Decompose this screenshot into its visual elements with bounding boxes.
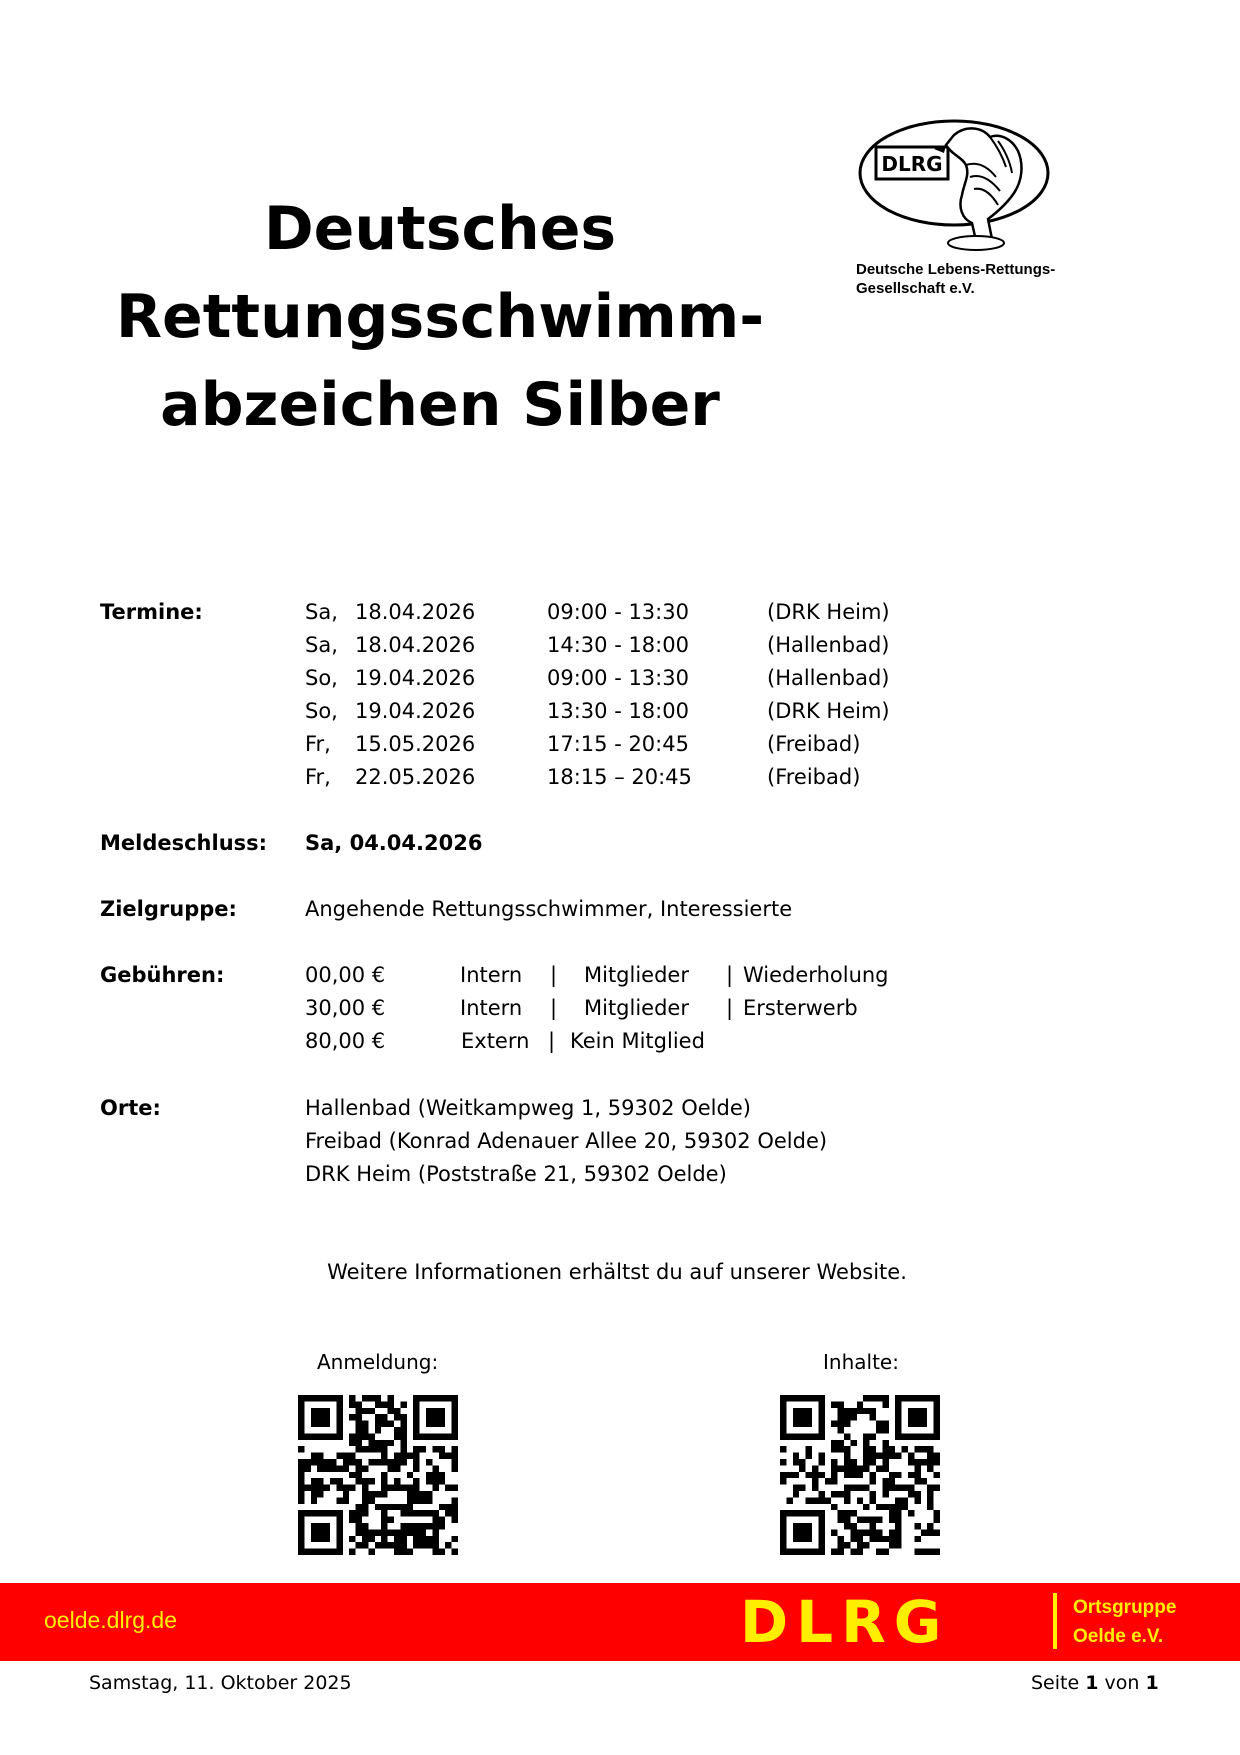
- termin-place: (Freibad): [767, 765, 861, 789]
- termin-date: 18.04.2026: [355, 633, 476, 657]
- ort-line: DRK Heim (Poststraße 21, 59302 Oelde): [305, 1162, 727, 1186]
- website-link[interactable]: oelde.dlrg.de: [44, 1607, 177, 1633]
- logo-org-line-1: Deutsche Lebens-Rettungs-: [856, 261, 1056, 278]
- termin-place: (DRK Heim): [767, 600, 890, 624]
- ortsgruppe-line-1: Ortsgruppe: [1073, 1597, 1177, 1618]
- footer-date: Samstag, 11. Oktober 2025: [89, 1672, 352, 1694]
- termin-place: (Freibad): [767, 732, 861, 756]
- gebuehr-separator: |: [550, 996, 558, 1020]
- termin-date: 19.04.2026: [355, 666, 476, 690]
- meldeschluss-value: Sa, 04.04.2026: [305, 831, 483, 855]
- termine-label: Termine:: [100, 600, 203, 624]
- gebuehr-type: Extern: [461, 1029, 530, 1053]
- meldeschluss-label: Meldeschluss:: [100, 831, 268, 855]
- termin-time: 09:00 - 13:30: [547, 600, 689, 624]
- gebuehr-separator: |: [726, 963, 734, 987]
- gebuehr-separator: |: [726, 996, 734, 1020]
- gebuehren-label: Gebühren:: [100, 963, 225, 987]
- termin-date: 15.05.2026: [355, 732, 476, 756]
- termin-date: 18.04.2026: [355, 600, 476, 624]
- termin-time: 13:30 - 18:00: [547, 699, 689, 723]
- title-line-2: Rettungsschwimm-: [115, 282, 765, 352]
- website-note: Weitere Informationen erhältst du auf unserer Website.: [327, 1260, 907, 1284]
- page-mid: von: [1098, 1672, 1146, 1694]
- emblem-text: DLRG: [881, 152, 943, 176]
- gebuehr-note: Ersterwerb: [743, 996, 858, 1020]
- gebuehr-status: Mitglieder: [584, 996, 689, 1020]
- termin-day: Sa,: [305, 633, 338, 657]
- gebuehr-price: 30,00 €: [305, 996, 386, 1020]
- orte-label: Orte:: [100, 1096, 161, 1120]
- ortsgruppe-name: [1073, 1593, 1176, 1651]
- termin-time: 14:30 - 18:00: [547, 633, 689, 657]
- qr-code-anmeldung-icon[interactable]: [298, 1395, 458, 1555]
- termin-day: Fr,: [305, 765, 331, 789]
- qr-code-inhalte-icon[interactable]: [780, 1395, 940, 1555]
- termin-place: (Hallenbad): [767, 666, 890, 690]
- termin-date: 22.05.2026: [355, 765, 476, 789]
- footer-bar: [0, 1583, 1240, 1661]
- termin-place: (Hallenbad): [767, 633, 890, 657]
- termin-time: 17:15 - 20:45: [547, 732, 689, 756]
- termin-day: So,: [305, 699, 338, 723]
- ort-line: Hallenbad (Weitkampweg 1, 59302 Oelde): [305, 1096, 751, 1120]
- zielgruppe-value: Angehende Rettungsschwimmer, Interessierte: [305, 897, 793, 921]
- logo-org-name: [856, 260, 1055, 298]
- gebuehr-separator: |: [548, 1029, 556, 1053]
- gebuehr-price: 00,00 €: [305, 963, 386, 987]
- title-line-1: Deutsches: [263, 194, 617, 264]
- ortsgruppe-line-2: Oelde e.V.: [1073, 1626, 1164, 1647]
- page-total: 1: [1145, 1672, 1159, 1694]
- termin-time: 09:00 - 13:30: [547, 666, 689, 690]
- gebuehr-separator: |: [550, 963, 558, 987]
- termin-day: Fr,: [305, 732, 331, 756]
- termin-day: So,: [305, 666, 338, 690]
- qr-left-label: Anmeldung:: [317, 1350, 439, 1374]
- page-number: [1031, 1672, 1159, 1694]
- termin-time: 18:15 – 20:45: [547, 765, 692, 789]
- dlrg-logo: [840, 115, 1100, 300]
- gebuehr-note: Wiederholung: [743, 963, 889, 987]
- gebuehr-type: Intern: [460, 996, 523, 1020]
- page-title: [90, 185, 790, 449]
- termin-place: (DRK Heim): [767, 699, 890, 723]
- logo-org-line-2: Gesellschaft e.V.: [856, 280, 975, 297]
- page-current: 1: [1085, 1672, 1099, 1694]
- gebuehr-status: Mitglieder: [584, 963, 689, 987]
- termin-day: Sa,: [305, 600, 338, 624]
- termin-date: 19.04.2026: [355, 699, 476, 723]
- qr-right-label: Inhalte:: [823, 1350, 899, 1374]
- gebuehr-status: Kein Mitglied: [570, 1029, 705, 1053]
- gebuehr-type: Intern: [460, 963, 523, 987]
- title-line-3: abzeichen Silber: [160, 370, 720, 440]
- ort-line: Freibad (Konrad Adenauer Allee 20, 59302 Oelde): [305, 1129, 828, 1153]
- page-prefix: Seite: [1031, 1672, 1086, 1694]
- footer-divider: [1053, 1593, 1057, 1649]
- dlrg-wordmark: DLRG: [740, 1588, 950, 1656]
- zielgruppe-label: Zielgruppe:: [100, 897, 237, 921]
- gebuehr-price: 80,00 €: [305, 1029, 386, 1053]
- eagle-emblem-icon: [854, 115, 1054, 255]
